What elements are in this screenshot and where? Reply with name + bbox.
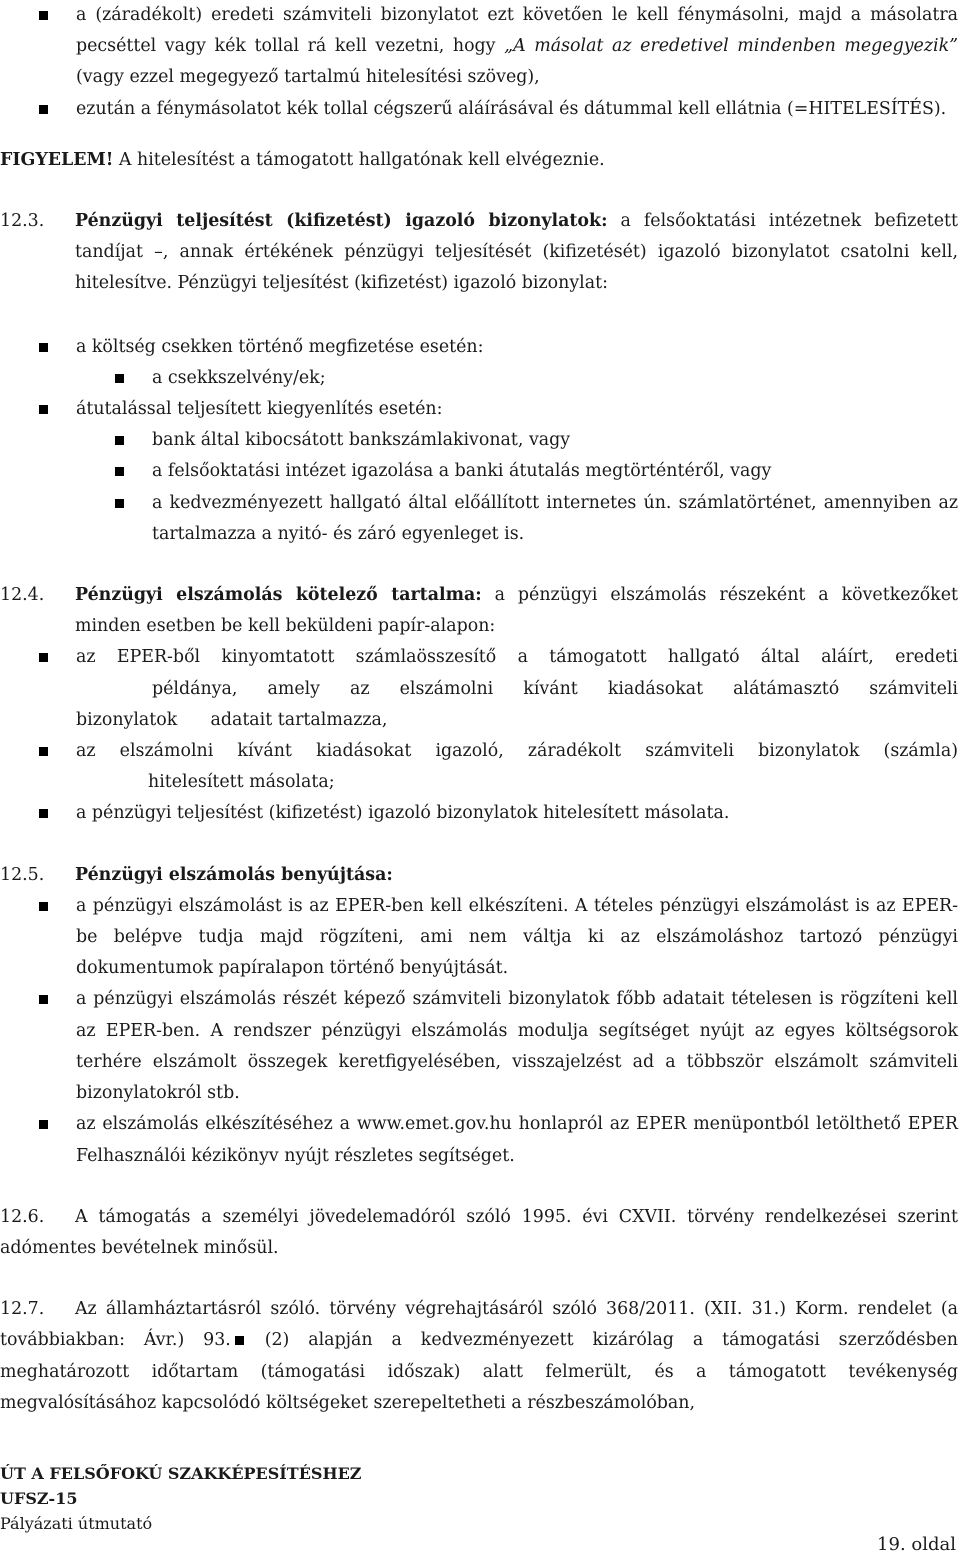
section-12-3 <box>0 206 958 300</box>
bullet-text: a (záradékolt) eredeti számviteli bizonylatot ezt követően le kell fénymásolni, majd a másolatra pecséttel vagy kék tollal rá kell vezetni, hogy <box>76 5 958 57</box>
bullet-text: (vagy ezzel megegyező tartalmú hitelesítési szöveg), <box>76 67 540 88</box>
certification-phrase: „A másolat az eredetivel mindenben megegyezik” <box>504 36 959 57</box>
section-title: Pénzügyi elszámolás kötelező tartalma: <box>75 585 482 606</box>
list-item <box>0 332 958 363</box>
page-number: 19. oldal <box>877 1534 956 1555</box>
note-label: FIGYELEM! <box>0 149 114 170</box>
list-item-text: a csekkszelvény/ek; <box>152 367 326 388</box>
section-title: Pénzügyi teljesítést (kifizetést) igazoló bizonylatok: <box>75 211 608 232</box>
list-item <box>0 425 958 456</box>
list-item <box>0 984 958 1109</box>
section-12-6 <box>0 1202 958 1264</box>
bullet-text: ezután a fénymásolatot kék tollal cégszerű aláírásával és dátummal kell ellátnia (=HITELESÍTÉS). <box>76 98 947 119</box>
list-item-text: az elszámolás elkészítéséhez a www.emet.gov.hu honlapról az EPER menüpontból letölthető EPER Felhasználói kézikönyv nyújt részletes segítséget. <box>76 1114 958 1166</box>
list-item-text: az elszámolni kívánt kiadásokat igazoló, záradékolt számviteli bizonylatok (számla) <box>76 741 958 762</box>
list-item <box>0 798 958 829</box>
footer-document-type: Pályázati útmutató <box>0 1514 153 1533</box>
section-number: 12.7. <box>0 1299 45 1320</box>
footer-program-title: ÚT A FELSŐFOKÚ SZAKKÉPESÍTÉSHEZ <box>0 1464 362 1483</box>
list-item-text: átutalással teljesített kiegyenlítés esetén: <box>76 399 443 420</box>
section-text: a pénzügyi elszámolás részeként a következőket minden esetben be kell beküldeni papír-alapon: <box>75 585 958 637</box>
section-number: 12.5. <box>0 864 45 885</box>
section-text: a felsőoktatási intézetnek befizetett tandíjat –, annak értékének pénzügyi teljesítését (kifizetését) igazoló bizonylatot csatolni kell, hitelesítve. Pénzügyi teljesítést (kifizetést) igazoló bizonylat: <box>75 211 959 294</box>
section-title: Pénzügyi elszámolás benyújtása: <box>75 864 393 885</box>
list-item <box>0 1109 958 1171</box>
section-text: A támogatás a személyi jövedelemadóról szóló 1995. évi CXVII. törvény rendelkezései szerint adómentes bevételnek minősül. <box>0 1206 958 1258</box>
section-text: Az államháztartásról szóló. törvény végrehajtásáról szóló 368/2011. (XII. 31.) Korm. rendelet (a továbbiakban: Ávr.) 93. <box>0 1299 958 1351</box>
section-12-7 <box>0 1294 958 1419</box>
list-item-text: a pénzügyi elszámolás részét képező számviteli bizonylatok főbb adatait tételesen is rögzíteni kell az EPER-ben. A rendszer pénzügyi elszámolás modulja segítséget nyújt az egyes költségsorok terhére elszámolt összegek keretfigyelésében, visszajelzést ad a többször elszámolt számviteli bizonylatokról stb. <box>76 989 958 1104</box>
section-number: 12.4. <box>0 585 45 606</box>
section-12-5 <box>0 860 958 891</box>
bullet-item-copy <box>0 0 958 94</box>
list-item-text: bank által kibocsátott bankszámlakivonat, vagy <box>152 430 571 451</box>
section-12-4 <box>0 580 958 642</box>
square-bullet-icon <box>235 1336 244 1345</box>
list-item <box>0 642 958 736</box>
list-item-text: hitelesített másolata; <box>148 772 335 793</box>
list-item <box>0 736 958 798</box>
list-item-text: az EPER-ből kinyomtatott számlaösszesítő a támogatott hallgató által aláírt, eredeti <box>76 647 958 668</box>
list-item-text: példánya, amely az elszámolni kívánt kiadásokat alátámasztó számviteli <box>152 678 958 699</box>
bullet-item-authentication <box>0 94 958 125</box>
note-text: A hitelesítést a támogatott hallgatónak kell elvégeznie. <box>113 149 605 170</box>
list-item-text: bizonylatok adatait tartalmazza, <box>76 709 388 730</box>
list-item-text: a felsőoktatási intézet igazolása a banki átutalás megtörténtéről, vagy <box>152 461 772 482</box>
page-footer <box>0 1461 960 1536</box>
list-item <box>0 488 958 550</box>
section-number: 12.6. <box>0 1206 45 1227</box>
section-number: 12.3. <box>0 211 45 232</box>
section-text: (2) alapján a kedvezményezett kizárólag a támogatási szerződésben meghatározott időtartam (támogatási időszak) alatt felmerült, és a támogatott tevékenység megvalósításához kapcsolódó költségeket szerepeltetheti a részbeszámolóban, <box>0 1330 958 1413</box>
list-item <box>0 394 958 425</box>
list-item <box>0 363 958 394</box>
list-item-text: a pénzügyi teljesítést (kifizetést) igazoló bizonylatok hitelesített másolata. <box>76 803 730 824</box>
list-item-text: a kedvezményezett hallgató által előállított internetes ún. számlatörténet, amennyiben az tartalmazza a nyitó- és záró egyenleget is. <box>152 492 958 544</box>
list-item <box>0 891 958 985</box>
list-item <box>0 456 958 487</box>
list-item-text: a költség csekken történő megfizetése esetén: <box>76 336 484 357</box>
footer-program-code: UFSZ-15 <box>0 1489 78 1508</box>
list-item-text: a pénzügyi elszámolást is az EPER-ben kell elkészíteni. A tételes pénzügyi elszámolást is az EPER-be belépve tudja majd rögzíteni, ami nem váltja ki az elszámoláshoz tartozó pénzügyi dokumentumok papíralapon történő benyújtását. <box>76 895 958 979</box>
note <box>0 145 958 176</box>
